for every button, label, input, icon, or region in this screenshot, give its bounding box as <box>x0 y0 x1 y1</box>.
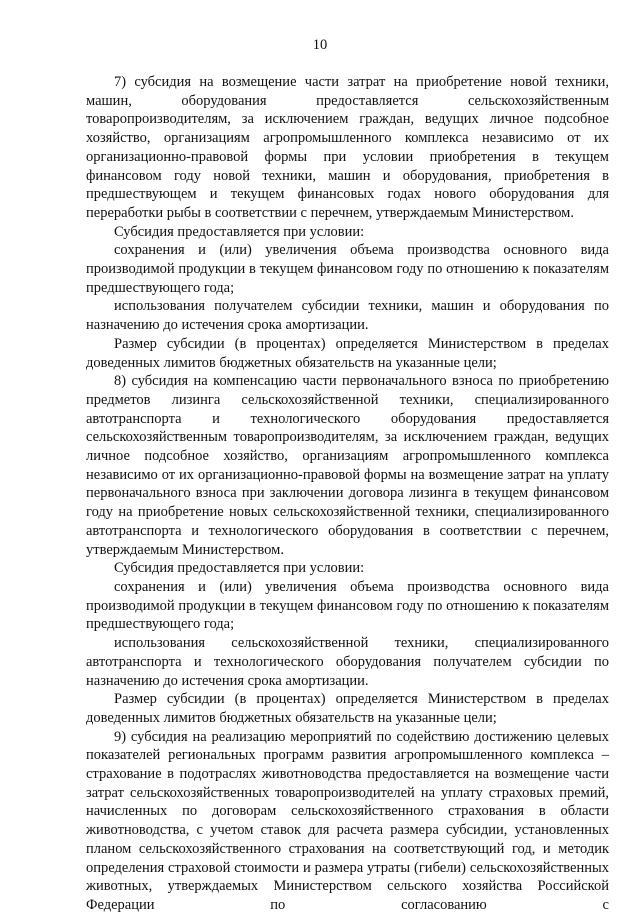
paragraph-item-9: 9) субсидия на реализацию мероприятий по содействию достижению целевых показателей региональных программ развития агропромышленного комплекса – страхование в подотраслях животноводства предоставляется на возмещение части затрат сельскохозяйственных товаропроизводителей на уплату страховых премий, начисленных по договорам сельскохозяйственного страхования в области животноводства, с учетом ставок для расчета размера субсидии, установленных планом сельскохозяйственного страхования на соответствующий год, и методик определения страховой стоимости и размера утраты (гибели) сельскохозяйственных животных, утверждаемых Министерством сельского хозяйства Российской Федерации по согласованию с <box>86 728 609 913</box>
paragraph-condition-usage: использования сельскохозяйственной техники, специализированного автотранспорта и технологического оборудования получателем субсидии по назначению до истечения срока амортизации. <box>86 635 609 689</box>
paragraph-condition-production: сохранения и (или) увеличения объема производства основного вида производимой продукции в текущем финансовом году по отношению к показателям предшествующего года; <box>86 578 609 633</box>
paragraph-subsidy-size: Размер субсидии (в процентах) определяется Министерством в пределах доведенных лимитов бюджетных обязательств на указанные цели; <box>86 335 609 371</box>
paragraph-condition-usage: использования получателем субсидии техники, машин и оборудования по назначению до истечения срока амортизации. <box>86 298 609 334</box>
paragraph-item-7: 7) субсидия на возмещение части затрат на приобретение новой техники, машин, оборудования предоставляется сельскохозяйственным товаропроизводителям, за исключением граждан, ведущих личное подсобное хозяйство, организациям агропромышленного комплекса независимо от их организационно-правовой формы при условии приобретения в текущем финансовом году новой техники, машин и оборудования, приобретения в предшествующем и текущем финансовых годах нового оборудования для переработки рыбы в соответствии с перечнем, утверждаемым Министерством. <box>86 74 609 221</box>
paragraph-condition-production: сохранения и (или) увеличения объема производства основного вида производимой продукции в текущем финансовом году по отношению к показателям предшествующего года; <box>86 242 609 296</box>
document-body <box>86 73 609 915</box>
paragraph-item-8: 8) субсидия на компенсацию части первоначального взноса по приобретению предметов лизинга сельскохозяйственной техники, специализированного автотранспорта и технологического оборудования предоставляется сельскохозяйственным товаропроизводителям, за исключением граждан, ведущих личное подсобное хозяйство, организациям агропромышленного комплекса независимо от их организационно-правовой формы на возмещение затрат на уплату первоначального взноса при заключении договора лизинга в текущем финансовом году на приобретение новых сельскохозяйственной техники, специализированного автотранспорта и технологического оборудования в соответствии с перечнем, утверждаемым Министерством. <box>86 373 609 558</box>
paragraph-subsidy-size: Размер субсидии (в процентах) определяется Министерством в пределах доведенных лимитов бюджетных обязательств на указанные цели; <box>86 691 609 726</box>
paragraph-condition-heading: Субсидия предоставляется при условии: <box>114 223 365 240</box>
paragraph-condition-heading: Субсидия предоставляется при условии: <box>114 560 365 577</box>
page-number: 10 <box>312 37 328 53</box>
